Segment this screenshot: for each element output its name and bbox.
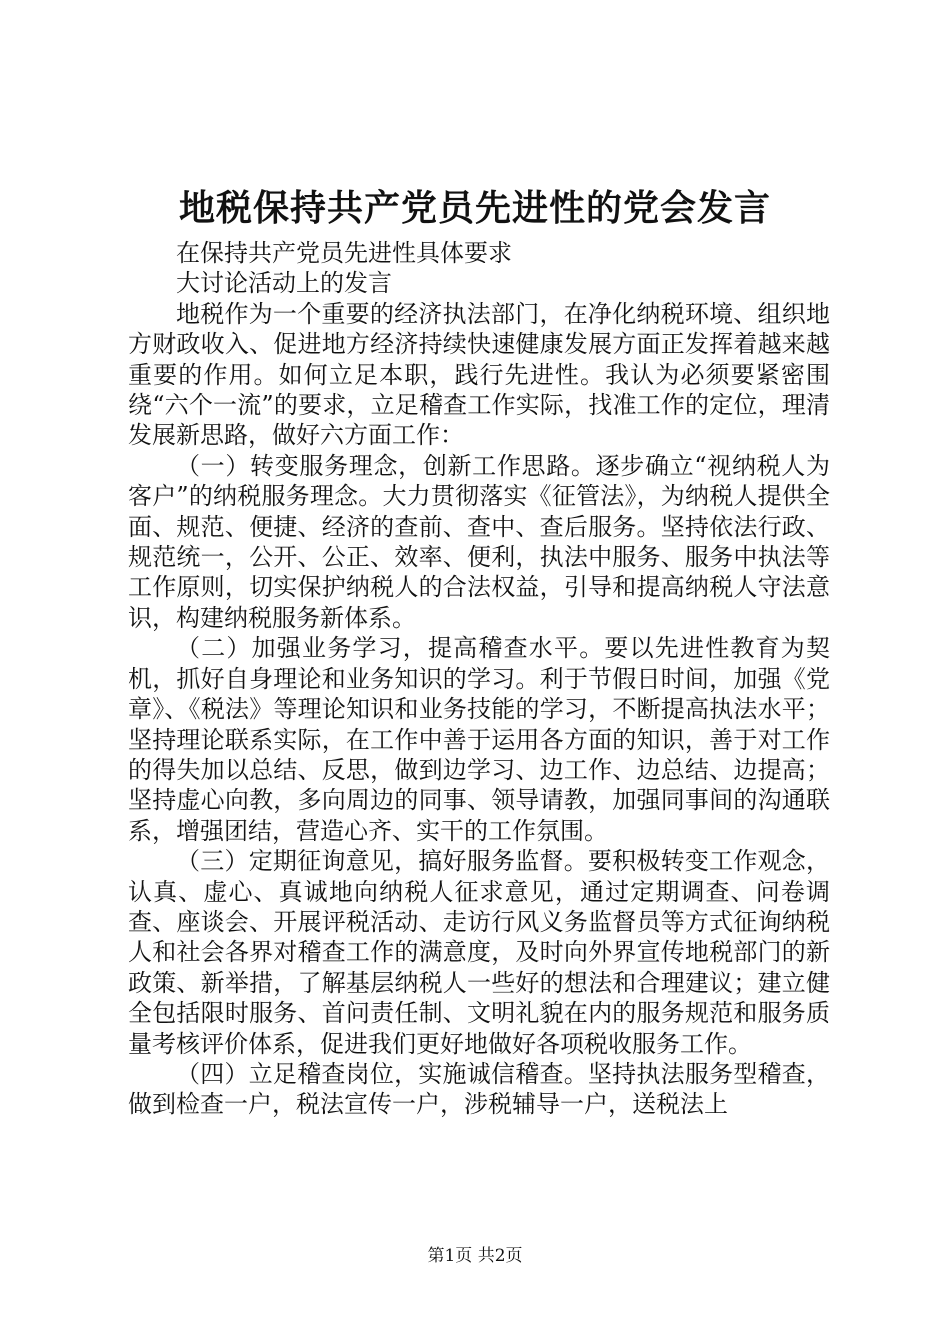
document-body <box>128 238 830 1120</box>
body-paragraph: （四）立足稽查岗位，实施诚信稽查。坚持执法服务型稽查，做到检查一户，税法宣传一户，涉税辅导一户，送税法上 <box>128 1059 830 1119</box>
subtitle-line: 大讨论活动上的发言 <box>176 269 392 298</box>
body-paragraph: （三）定期征询意见，搞好服务监督。要积极转变工作观念，认真、虚心、真诚地向纳税人征求意见，通过定期调查、问卷调查、座谈会、开展评税活动、走访行风义务监督员等方式征询纳税人和社会各界对稽查工作的满意度，及时向外界宣传地税部门的新政策、新举措，了解基层纳税人一些好的想法和合理建议；建立健全包括限时服务、首问责任制、文明礼貌在内的服务规范和服务质量考核评价体系，促进我们更好地做好各项税收服务工作。 <box>128 847 830 1058</box>
page-footer: 第1页 共2页 <box>427 1246 523 1266</box>
document-title: 地税保持共产党员先进性的党会发言 <box>178 187 771 229</box>
body-paragraph: 地税作为一个重要的经济执法部门，在净化纳税环境、组织地方财政收入、促进地方经济持续快速健康发展方面正发挥着越来越重要的作用。如何立足本职，践行先进性。我认为必须要紧密围绕“六个一流”的要求，立足稽查工作实际，找准工作的定位，理清发展新思路，做好六方面工作： <box>128 299 830 450</box>
subtitle-line: 在保持共产党员先进性具体要求 <box>176 239 512 267</box>
body-paragraph: （一）转变服务理念，创新工作思路。逐步确立“视纳税人为客户”的纳税服务理念。大力贯彻落实《征管法》，为纳税人提供全面、规范、便捷、经济的查前、查中、查后服务。坚持依法行政、规范统一，公开、公正、效率、便利，执法中服务、服务中执法等工作原则，切实保护纳税人的合法权益，引导和提高纳税人守法意识，构建纳税服务新体系。 <box>128 451 830 632</box>
body-paragraph: （二）加强业务学习，提高稽查水平。要以先进性教育为契机，抓好自身理论和业务知识的学习。利于节假日时间，加强《党章》、《税法》等理论知识和业务技能的学习，不断提高执法水平；坚持理论联系实际，在工作中善于运用各方面的知识，善于对工作的得失加以总结、反思，做到边学习、边工作、边总结、边提高；坚持虚心向教，多向周边的同事、领导请教，加强同事间的沟通联系，增强团结，营造心齐、实干的工作氛围。 <box>128 634 830 845</box>
